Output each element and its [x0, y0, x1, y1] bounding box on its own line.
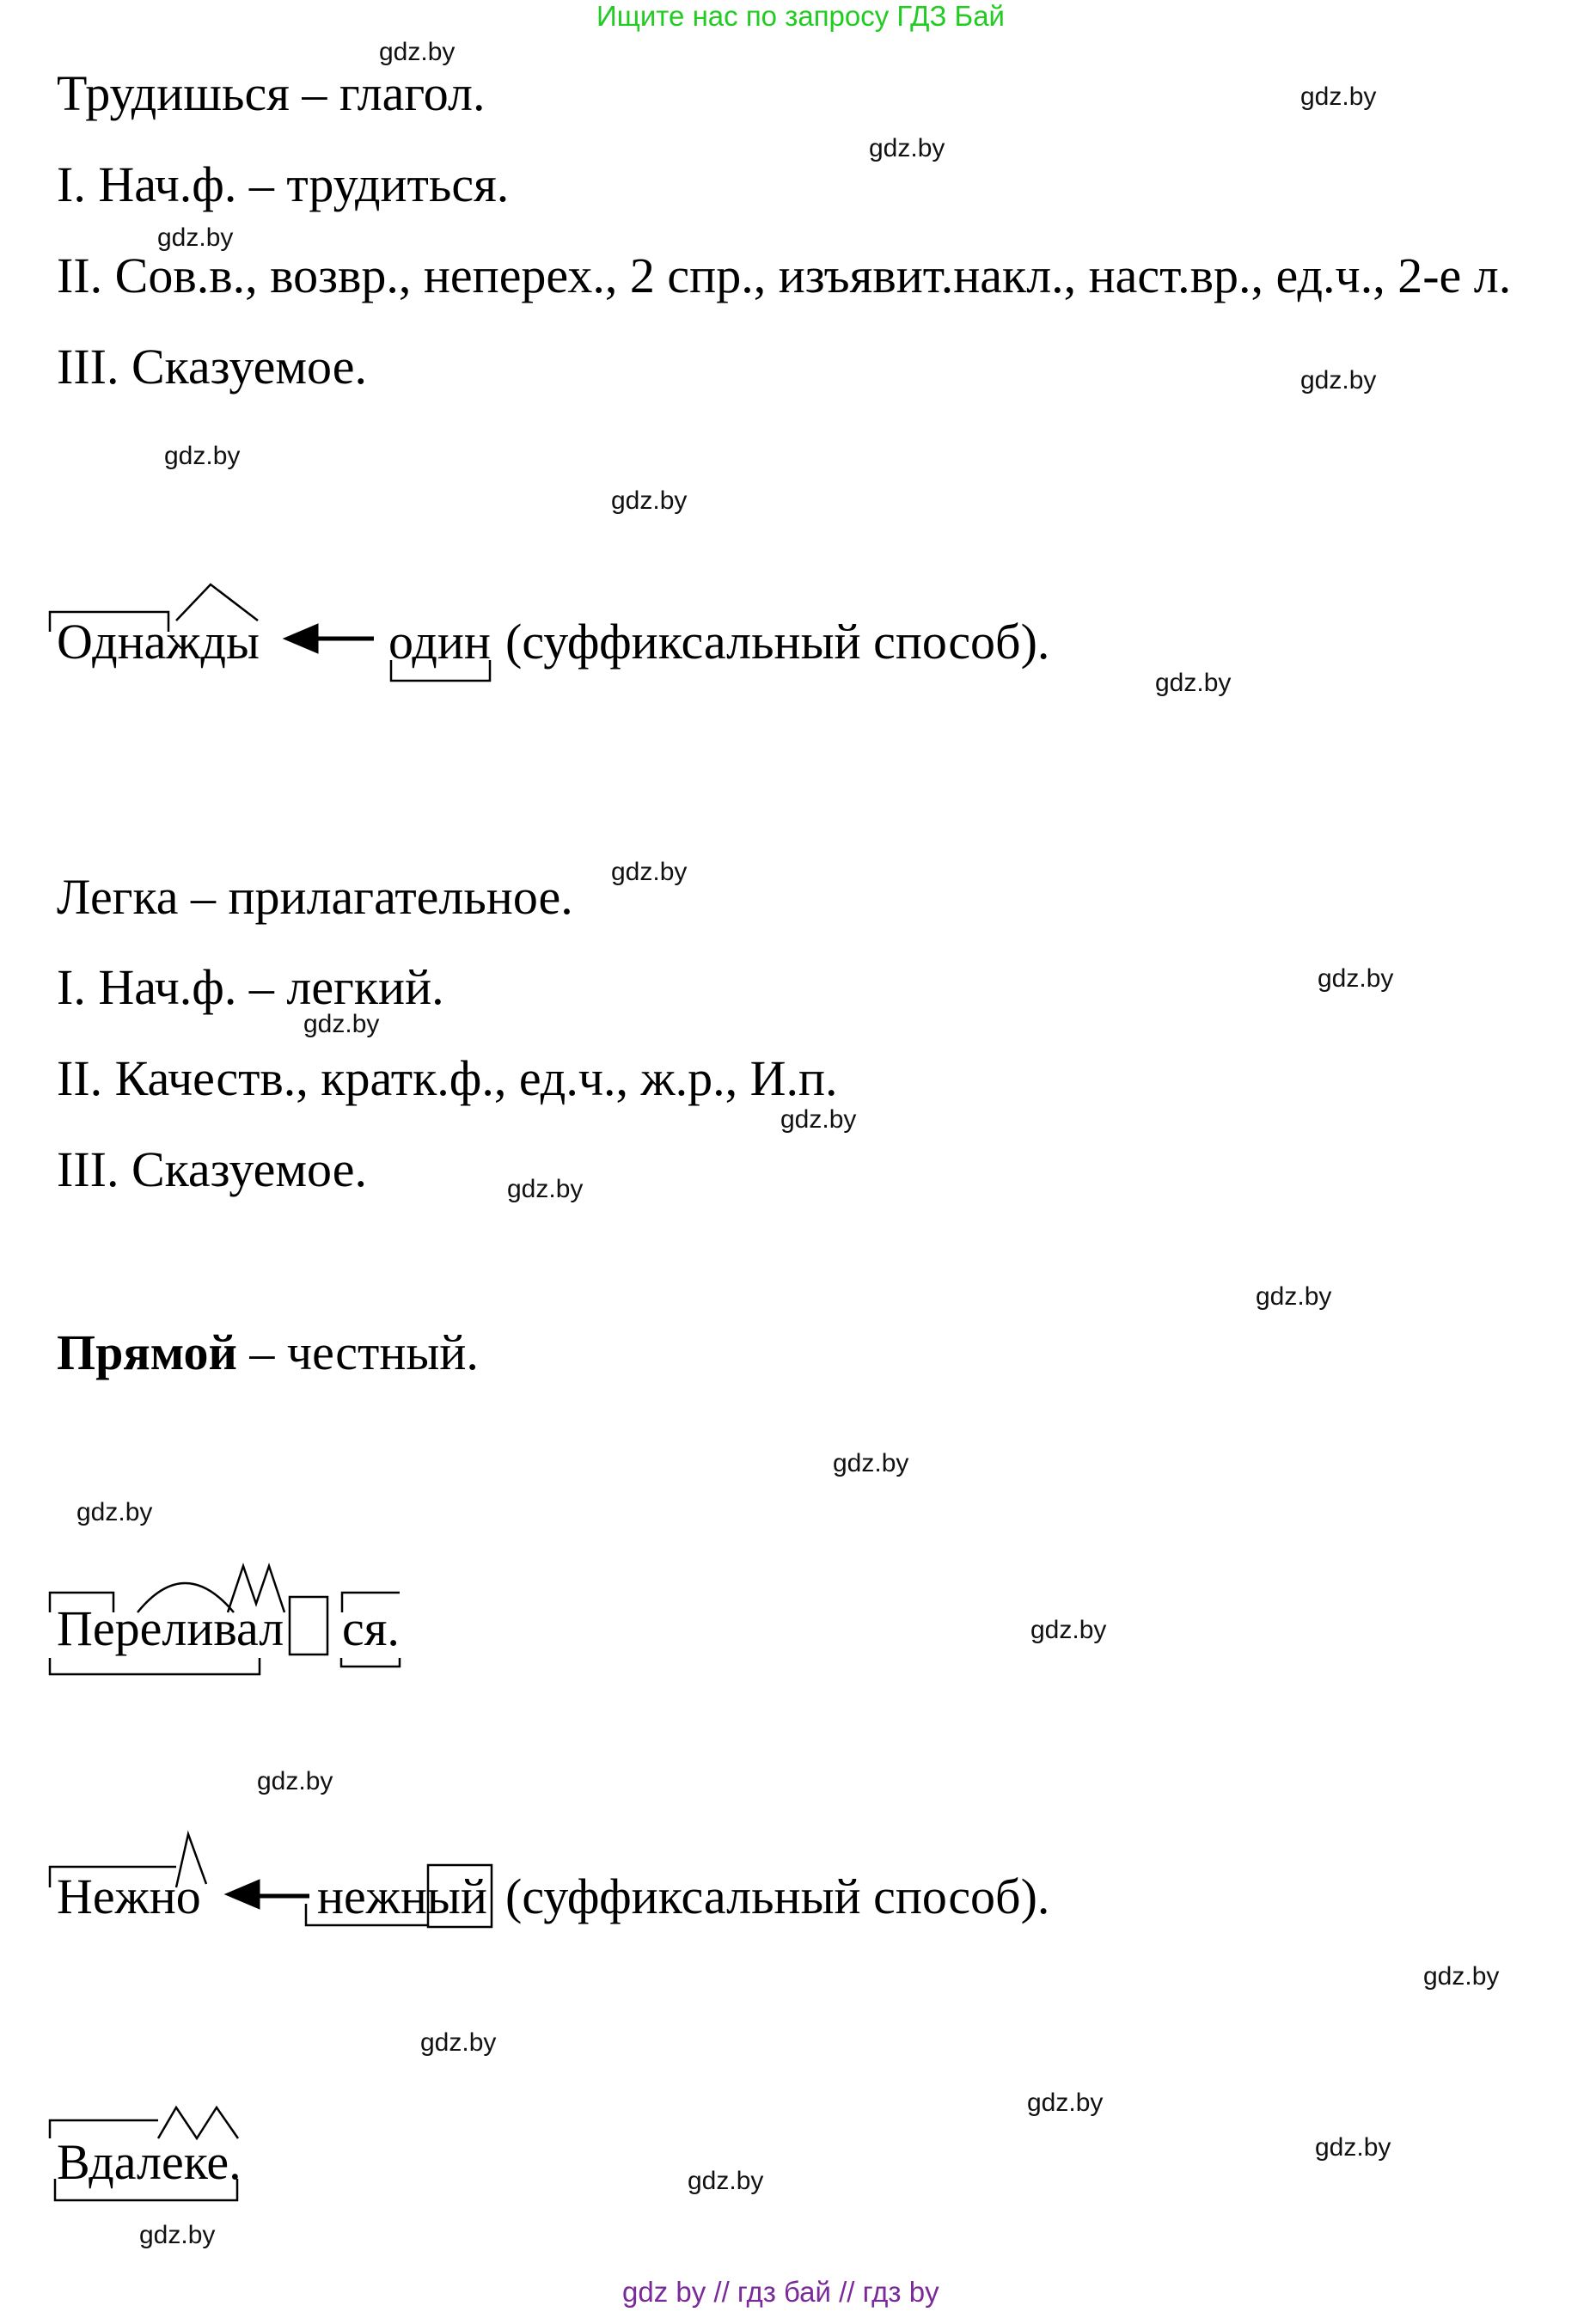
prefix-mark: [50, 1593, 113, 1612]
analysis1-line2: II. Сов.в., возвр., неперех., 2 спр., изъявит.накл., наст.вр., ед.ч., 2-е л.: [57, 248, 1512, 303]
morpheme2-word: Вдалеке.: [57, 2134, 242, 2190]
synonym-word: Прямой: [57, 1324, 237, 1380]
analysis1-line3: III. Сказуемое.: [57, 339, 367, 395]
zero-ending-mark: [290, 1597, 327, 1654]
watermark: gdz.by: [164, 442, 241, 470]
watermark: gdz.by: [1423, 1962, 1500, 1991]
stem-mark: [306, 1904, 428, 1925]
ending-mark: [428, 1865, 492, 1927]
watermark: gdz.by: [507, 1175, 584, 1203]
watermark: gdz.by: [157, 223, 234, 252]
arrow-head: [288, 627, 316, 651]
watermark: gdz.by: [76, 1498, 153, 1526]
root-mark: [50, 1867, 176, 1887]
arrow-head: [229, 1882, 258, 1906]
watermark: gdz.by: [1256, 1282, 1332, 1311]
watermark: gdz.by: [379, 38, 456, 66]
watermark: gdz.by: [611, 858, 688, 886]
watermark: gdz.by: [1300, 366, 1377, 395]
watermark: gdz.by: [139, 2221, 216, 2249]
root-mark: [138, 1583, 234, 1612]
analysis2-line2: II. Качеств., кратк.ф., ед.ч., ж.р., И.п.: [57, 1050, 838, 1106]
suffix-mark: [176, 584, 258, 621]
morpheme1-postfix: ся.: [342, 1600, 400, 1656]
watermark: gdz.by: [420, 2028, 497, 2057]
derivation1-method: (суффиксальный способ).: [505, 614, 1050, 670]
root-under-mark: [391, 660, 490, 681]
watermark: gdz.by: [688, 2167, 764, 2195]
suffix-mark: [228, 1566, 284, 1612]
footer-links[interactable]: gdz by // гдз бай // гдз by: [622, 2276, 939, 2308]
analysis2-line3: III. Сказуемое.: [57, 1141, 367, 1197]
derivation1-word: Однажды: [57, 614, 260, 670]
watermark: gdz.by: [869, 134, 945, 162]
analysis1-title: Трудишься – глагол.: [57, 65, 486, 121]
watermark: gdz.by: [1300, 83, 1377, 111]
prefix-mark: [50, 612, 168, 632]
stem-mark: [55, 2179, 237, 2200]
derivation1-source: один: [388, 614, 491, 670]
watermark: gdz.by: [257, 1767, 333, 1795]
watermark: gdz.by: [303, 1010, 380, 1038]
derivation2-source-ending: ый: [426, 1869, 487, 1924]
watermark: gdz.by: [1027, 2089, 1104, 2117]
derivation2-method: (суффиксальный способ).: [505, 1869, 1050, 1924]
synonym-meaning: – честный.: [249, 1324, 479, 1380]
analysis2-title: Легка – прилагательное.: [57, 869, 573, 925]
watermark: gdz.by: [1315, 2133, 1391, 2162]
prefix-mark: [50, 2120, 158, 2138]
analysis1-line1: I. Нач.ф. – трудиться.: [57, 156, 510, 212]
derivation2-source-base: нежн: [317, 1869, 427, 1924]
watermark: gdz.by: [1318, 964, 1394, 993]
postfix-mark: [342, 1593, 400, 1612]
derivation2-word: Нежно: [57, 1869, 201, 1924]
watermark: gdz.by: [833, 1449, 909, 1477]
watermark: gdz.by: [1155, 669, 1232, 697]
morpheme1-stem: Переливал: [57, 1600, 284, 1656]
watermark: gdz.by: [780, 1105, 857, 1134]
watermark: gdz.by: [1030, 1616, 1107, 1644]
analysis2-line1: I. Нач.ф. – легкий.: [57, 959, 444, 1015]
stem-mark: [341, 1658, 400, 1667]
suffix-mark: [158, 2107, 238, 2138]
watermark: gdz.by: [611, 486, 688, 515]
stem-mark: [50, 1658, 260, 1674]
suffix-mark: [176, 1834, 206, 1887]
header-search-hint[interactable]: Ищите нас по запросу ГДЗ Бай: [596, 0, 1005, 32]
